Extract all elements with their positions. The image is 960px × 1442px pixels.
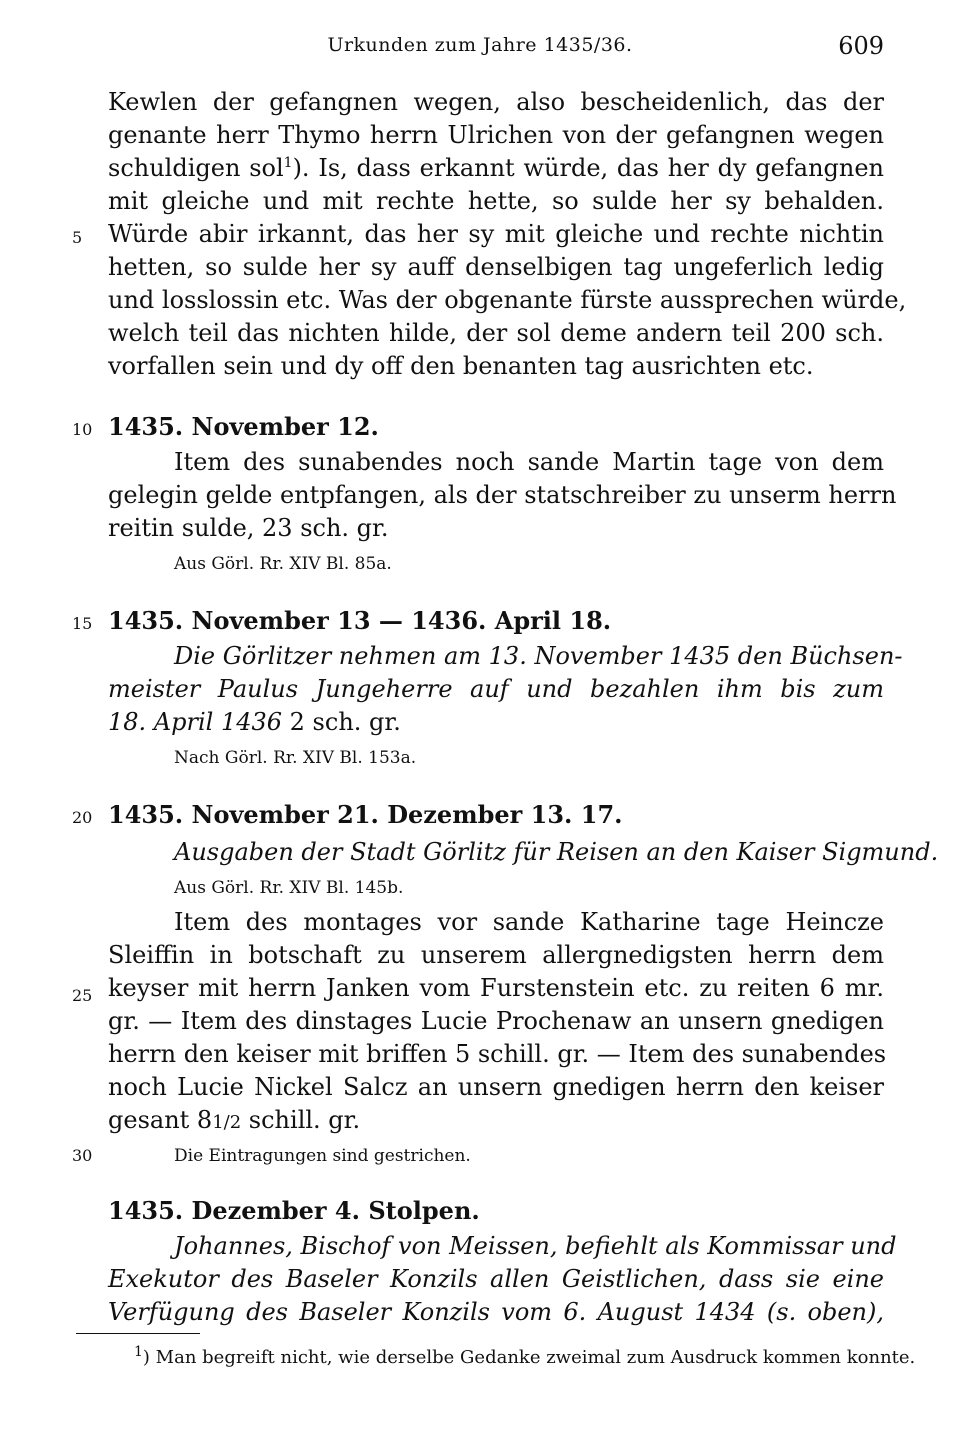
footnote-text: ) Man begreift nicht, wie derselbe Gedanke zweimal zum Ausdruck kommen konnte. [142, 1347, 916, 1368]
footnote-marker: 1 [134, 1344, 143, 1360]
editorial-note: Die Eintragungen sind gestrichen. [174, 1146, 471, 1166]
text-line: keyser mit herrn Janken vom Furstenstein etc. zu reiten 6 mr. [108, 974, 884, 1002]
entry-heading: 1435. Dezember 4. Stolpen. [108, 1196, 480, 1225]
text-line: hetten, so sulde her sy auff denselbigen tag ungeferlich ledig [108, 253, 884, 281]
summary-amount: 2 sch. gr. [282, 708, 401, 736]
line-number: 10 [72, 420, 93, 439]
text-segment: ). Is, dass erkannt würde, das her dy gefangnen [292, 154, 885, 182]
line-number: 30 [72, 1146, 93, 1165]
line-number: 25 [72, 986, 93, 1005]
text-line: noch Lucie Nickel Salcz an unsern gnedigen herrn den keiser [108, 1073, 884, 1101]
source-reference: Nach Görl. Rr. XIV Bl. 153a. [174, 748, 417, 768]
footnote [134, 1344, 915, 1372]
text-line: Kewlen der gefangnen wegen, also bescheidenlich, das der [108, 88, 884, 116]
entry-heading: 1435. November 13 — 1436. April 18. [108, 606, 612, 635]
summary-line: Verfügung des Baseler Konzils vom 6. August 1434 (s. oben), [108, 1298, 884, 1326]
line-number: 15 [72, 614, 93, 633]
footnote-rule [76, 1333, 200, 1334]
text-line: Item des montages vor sande Katharine tage Heincze [174, 908, 884, 936]
line-number: 5 [72, 228, 83, 247]
text-line: Item des sunabendes noch sande Martin tage von dem [174, 448, 884, 476]
text-line: genante herr Thymo herrn Ulrichen von der gefangnen wegen [108, 121, 884, 149]
text-line: gr. — Item des dinstages Lucie Prochenaw an unsern gnedigen [108, 1007, 884, 1035]
entry-heading: 1435. November 21. Dezember 13. 17. [108, 800, 623, 829]
text-line: Sleiffin in botschaft zu unserem allergnedigsten herrn dem [108, 941, 884, 969]
text-line: reitin sulde, 23 sch. gr. [108, 514, 389, 542]
summary-date: 18. April 1436 [108, 708, 283, 736]
source-reference: Aus Görl. Rr. XIV Bl. 145b. [174, 878, 404, 898]
text-segment: schill. gr. [241, 1106, 361, 1134]
text-line: welch teil das nichten hilde, der sol deme andern teil 200 sch. [108, 319, 884, 347]
running-title: Urkunden zum Jahre 1435/36. [327, 34, 633, 56]
text-segment: gesant 8 [108, 1106, 213, 1134]
fraction: 1/2 [212, 1112, 242, 1133]
summary-line: Johannes, Bischof von Meissen, befiehlt als Kommissar und [174, 1232, 897, 1260]
summary-line: Die Görlitzer nehmen am 13. November 1435 den Büchsen- [174, 642, 903, 670]
summary-line: Exekutor des Baseler Konzils allen Geistlichen, dass sie eine [108, 1265, 884, 1293]
text-line [108, 1104, 884, 1137]
page-number: 609 [838, 32, 884, 60]
entry-heading: 1435. November 12. [108, 412, 379, 441]
text-line: Würde abir irkannt, das her sy mit gleiche und rechte nichtin [108, 220, 884, 248]
text-line: mit gleiche und mit rechte hette, so sulde her sy behalden. [108, 187, 884, 215]
text-line: herrn den keiser mit briffen 5 schill. gr. — Item des sunabendes [108, 1040, 887, 1068]
summary-line [108, 706, 884, 739]
summary-line: meister Paulus Jungeherre auf und bezahlen ihm bis zum [108, 675, 884, 703]
line-number: 20 [72, 808, 93, 827]
text-line: gelegin gelde entpfangen, als der statschreiber zu unserm herrn [108, 481, 897, 509]
summary-line: Ausgaben der Stadt Görlitz für Reisen an den Kaiser Sigmund. [174, 838, 939, 866]
text-line: vorfallen sein und dy off den benanten tag ausrichten etc. [108, 352, 814, 380]
source-reference: Aus Görl. Rr. XIV Bl. 85a. [174, 554, 392, 574]
text-line: und losslossin etc. Was der obgenante fürste aussprechen würde, [108, 286, 907, 314]
text-segment: schuldigen sol [108, 154, 284, 182]
text-line [108, 152, 884, 185]
footnote-reference: 1 [283, 155, 293, 171]
